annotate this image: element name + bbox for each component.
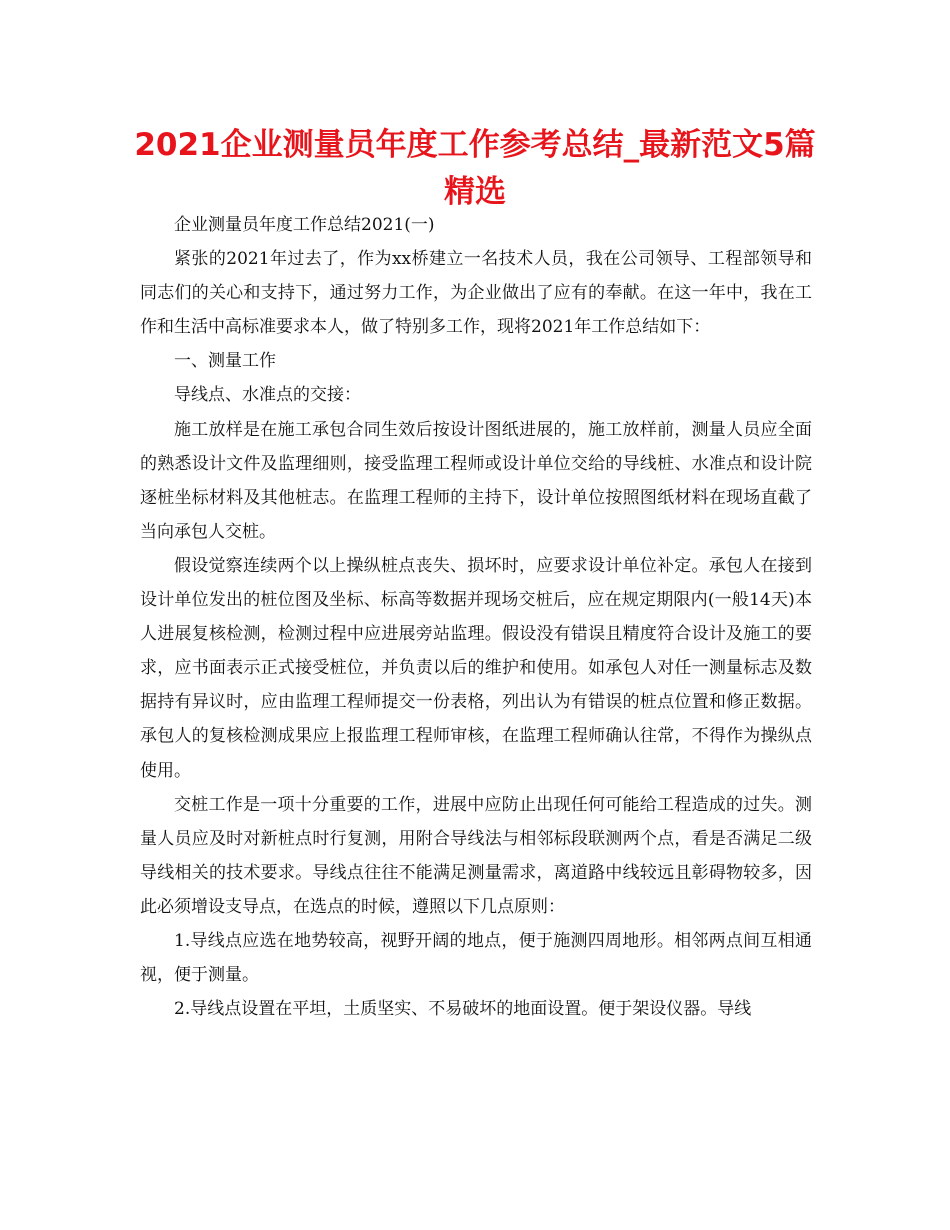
list-item: 2.导线点设置在平坦，土质坚实、不易破坏的地面设置。便于架设仪器。导线: [174, 999, 752, 1020]
paragraph: 施工放样是在施工承包合同生效后按设计图纸进展的，施工放样前，测量人员应全面的熟悉设计文件及监理细则，接受监理工程师或设计单位交给的导线桩、水准点和设计院逐桩坐标材料及其他桩志。在监理工程师的主持下，设计单位按照图纸材料在现场直截了当向承包人交桩。: [140, 419, 812, 542]
paragraph: 假设觉察连续两个以上操纵桩点丧失、损坏时，应要求设计单位补定。承包人在接到设计单位发出的桩位图及坐标、标高等数据并现场交桩后，应在规定期限内(一般14天)本人进展复核检测，检测过程中应进展旁站监理。假设没有错误且精度符合设计及施工的要求，应书面表示正式接受桩位，并负责以后的维护和使用。如承包人对任一测量标志及数据持有异议时，应由监理工程师提交一份表格，列出认为有错误的桩点位置和修正数据。承包人的复核检测成果应上报监理工程师审核，在监理工程师确认往常，不得作为操纵点使用。: [140, 555, 812, 781]
section-heading: 企业测量员年度工作总结2021(一): [174, 215, 435, 235]
subsection-heading: 一、测量工作: [174, 351, 276, 372]
list-item: 1.导线点应选在地势较高，视野开阔的地点，便于施测四周地形。相邻两点间互相通视，便于测量。: [140, 930, 812, 986]
document-title: 2021企业测量员年度工作参考总结_最新范文5篇精选: [134, 127, 816, 210]
paragraph: 交桩工作是一项十分重要的工作，进展中应防止出现任何可能给工程造成的过失。测量人员应及时对新桩点时行复测，用附合导线法与相邻标段联测两个点，看是否满足二级导线相关的技术要求。导线点往往不能满足测量需求，离道路中线较远且彰碍物较多，因此必须增设支导点，在选点的时候，遵照以下几点原则：: [140, 794, 812, 917]
paragraph: 紧张的2021年过去了，作为xx桥建立一名技术人员，我在公司领导、工程部领导和同志们的关心和支持下，通过努力工作，为企业做出了应有的奉献。在这一年中，我在工作和生活中高标准要求本人，做了特别多工作，现将2021年工作总结如下：: [140, 249, 812, 338]
document-body: [140, 208, 812, 1026]
subsection-heading: 导线点、水准点的交接：: [174, 385, 361, 406]
